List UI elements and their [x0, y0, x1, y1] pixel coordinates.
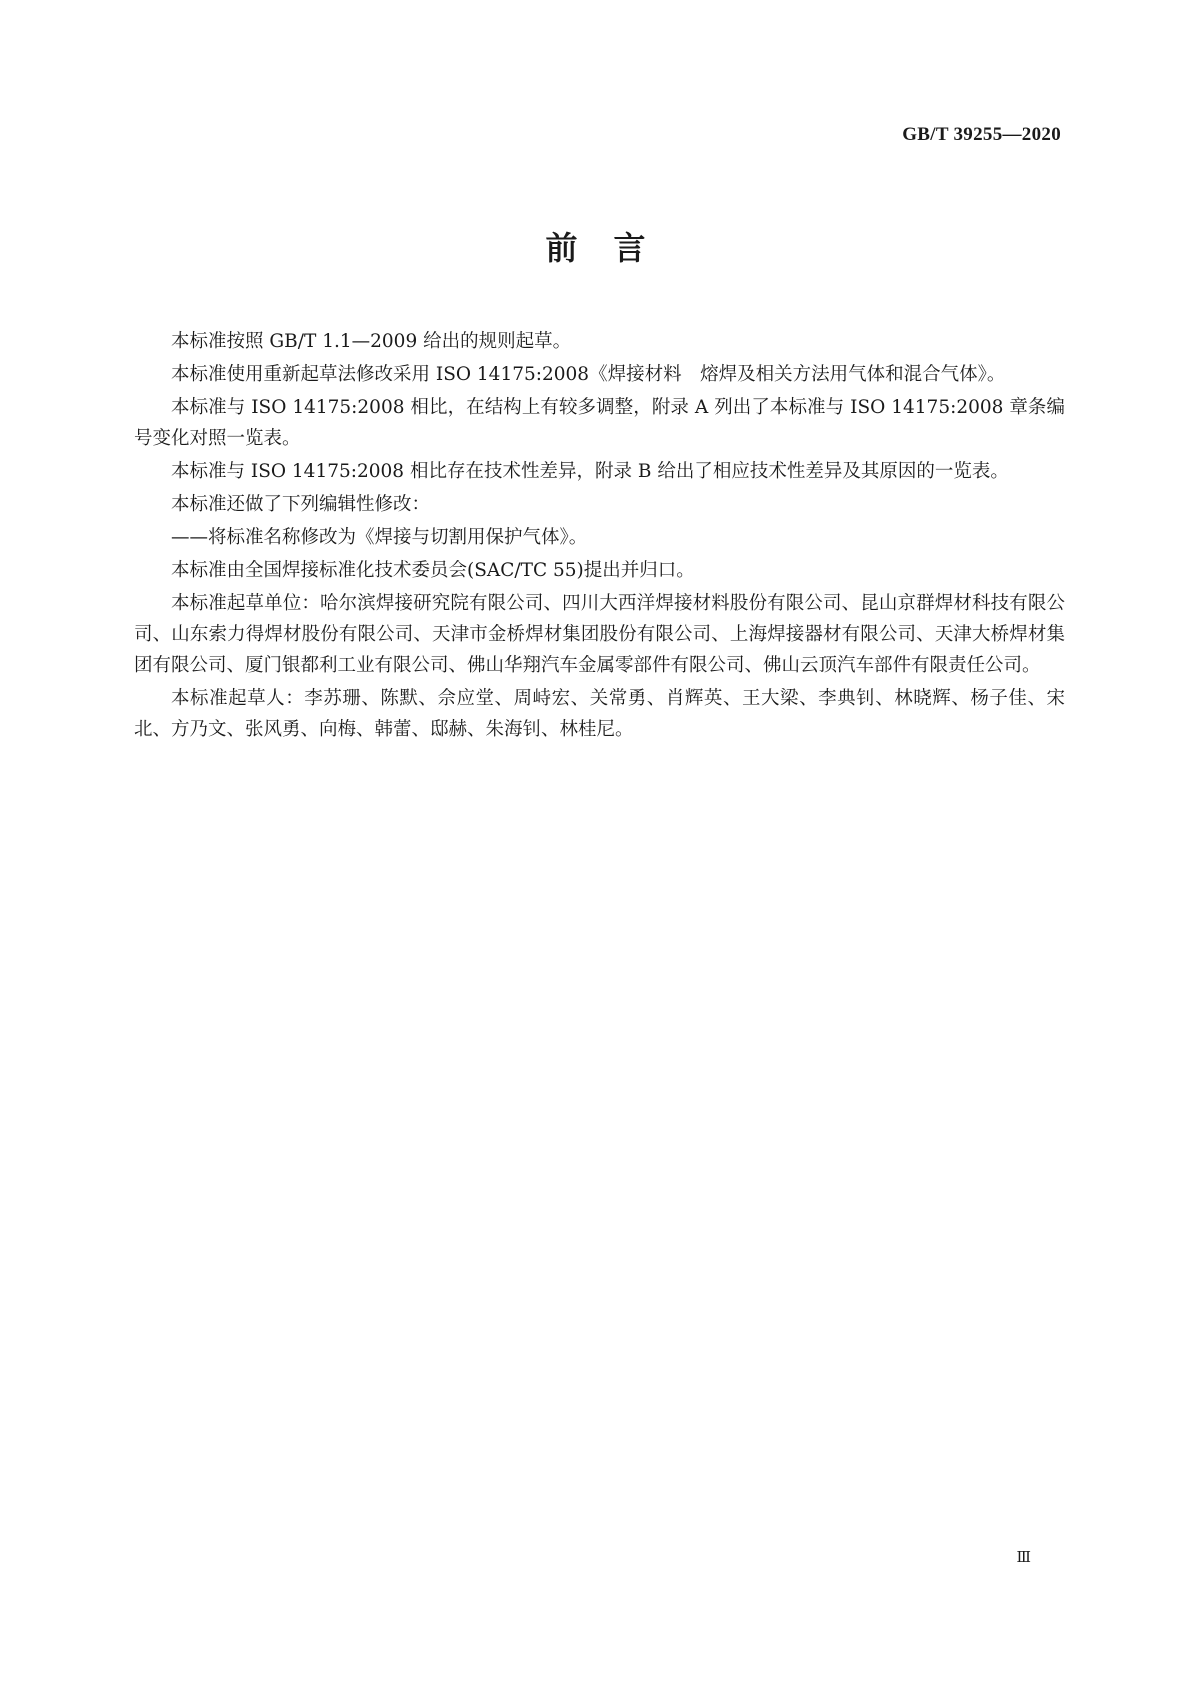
paragraph-technical-differences: 本标准与 ISO 14175:2008 相比存在技术性差异，附录 B 给出了相应技术性差异及其原因的一览表。: [171, 461, 1009, 482]
page-number: Ⅲ: [1016, 1550, 1031, 1566]
foreword-body: [134, 326, 1065, 747]
paragraph-structure-changes: 本标准与 ISO 14175:2008 相比，在结构上有较多调整，附录 A 列出了本标准与 ISO 14175:2008 章条编号变化对照一览表。: [134, 397, 1065, 449]
paragraph-drafting-rules: 本标准按照 GB/T 1.1—2009 给出的规则起草。: [171, 331, 572, 352]
paragraph-editorial-intro: 本标准还做了下列编辑性修改：: [171, 494, 431, 515]
paragraph-adoption: 本标准使用重新起草法修改采用 ISO 14175:2008《焊接材料 熔焊及相关方法用气体和混合气体》。: [171, 364, 1006, 385]
standard-code: GB/T 39255—2020: [902, 124, 1061, 145]
page-title: 前言: [545, 229, 682, 267]
paragraph-proposer: 本标准由全国焊接标准化技术委员会(SAC/TC 55)提出并归口。: [171, 560, 695, 581]
paragraph-drafting-units: 本标准起草单位：哈尔滨焊接研究院有限公司、四川大西洋焊接材料股份有限公司、昆山京群焊材科技有限公司、山东索力得焊材股份有限公司、天津市金桥焊材集团股份有限公司、上海焊接器材有限公司、天津大桥焊材集团有限公司、厦门银都利工业有限公司、佛山华翔汽车金属零部件有限公司、佛山云顶汽车部件有限责任公司。: [134, 593, 1065, 676]
paragraph-editorial-item: ——将标准名称修改为《焊接与切割用保护气体》。: [171, 527, 588, 548]
paragraph-drafters: 本标准起草人：李苏珊、陈默、佘应堂、周峙宏、关常勇、肖辉英、王大梁、李典钊、林晓辉、杨子佳、宋北、方乃文、张风勇、向梅、韩蕾、邸赫、朱海钊、林桂尼。: [134, 688, 1065, 740]
